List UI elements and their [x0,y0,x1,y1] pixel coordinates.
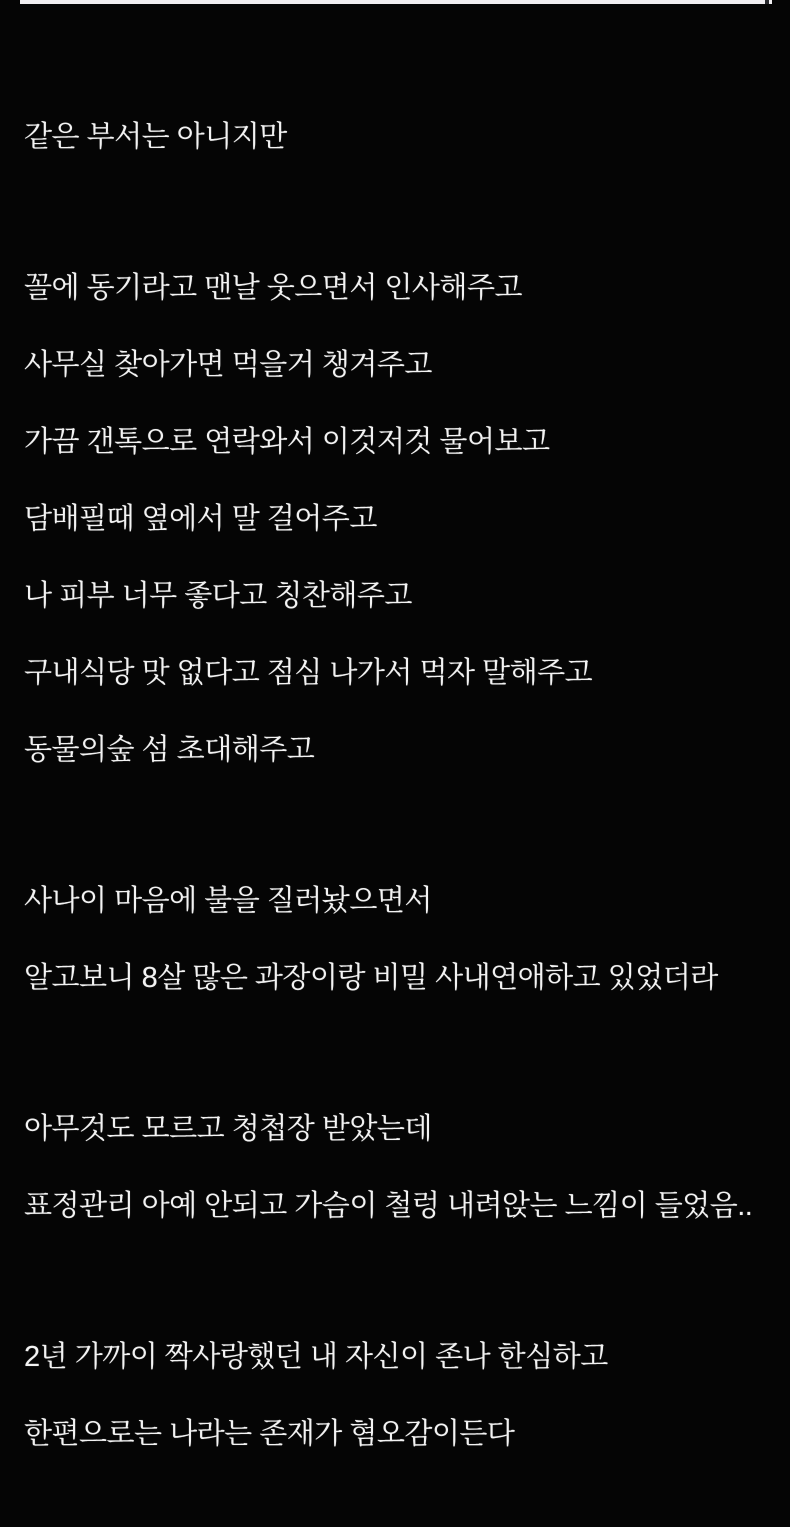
post-line: 나 피부 너무 좋다고 칭찬해주고 [24,580,412,612]
post-body [24,115,766,1489]
post-line: 알고보니 8살 많은 과장이랑 비밀 사내연애하고 있었더라 [24,962,718,994]
post-line: 담배필때 옆에서 말 걸어주고 [24,503,377,535]
post-line: 동물의숲 섬 초대해주고 [24,734,315,766]
post-line: 사무실 찾아가면 먹을거 챙겨주고 [24,349,432,381]
post-line: 사나이 마음에 불을 질러놨으면서 [24,885,432,917]
post-line: 꼴에 동기라고 맨날 웃으면서 인사해주고 [24,272,522,304]
post-line: 아무것도 모르고 청첩장 받았는데 [24,1113,432,1145]
post-line: 같은 부서는 아니지만 [24,121,287,153]
post-line: 표정관리 아예 안되고 가슴이 철렁 내려앉는 느낌이 들었음.. [24,1190,753,1222]
crop-artifact-top-strip [20,0,772,4]
post-line: 가끔 갠톡으로 연락와서 이것저것 물어보고 [24,426,550,458]
post-line: 2년 가까이 짝사랑했던 내 자신이 존나 한심하고 [24,1341,608,1373]
post-line: 한편으로는 나라는 존재가 혐오감이든다 [24,1418,515,1450]
crop-artifact-notch [765,0,769,4]
post-line: 구내식당 맛 없다고 점심 나가서 먹자 말해주고 [24,657,593,689]
